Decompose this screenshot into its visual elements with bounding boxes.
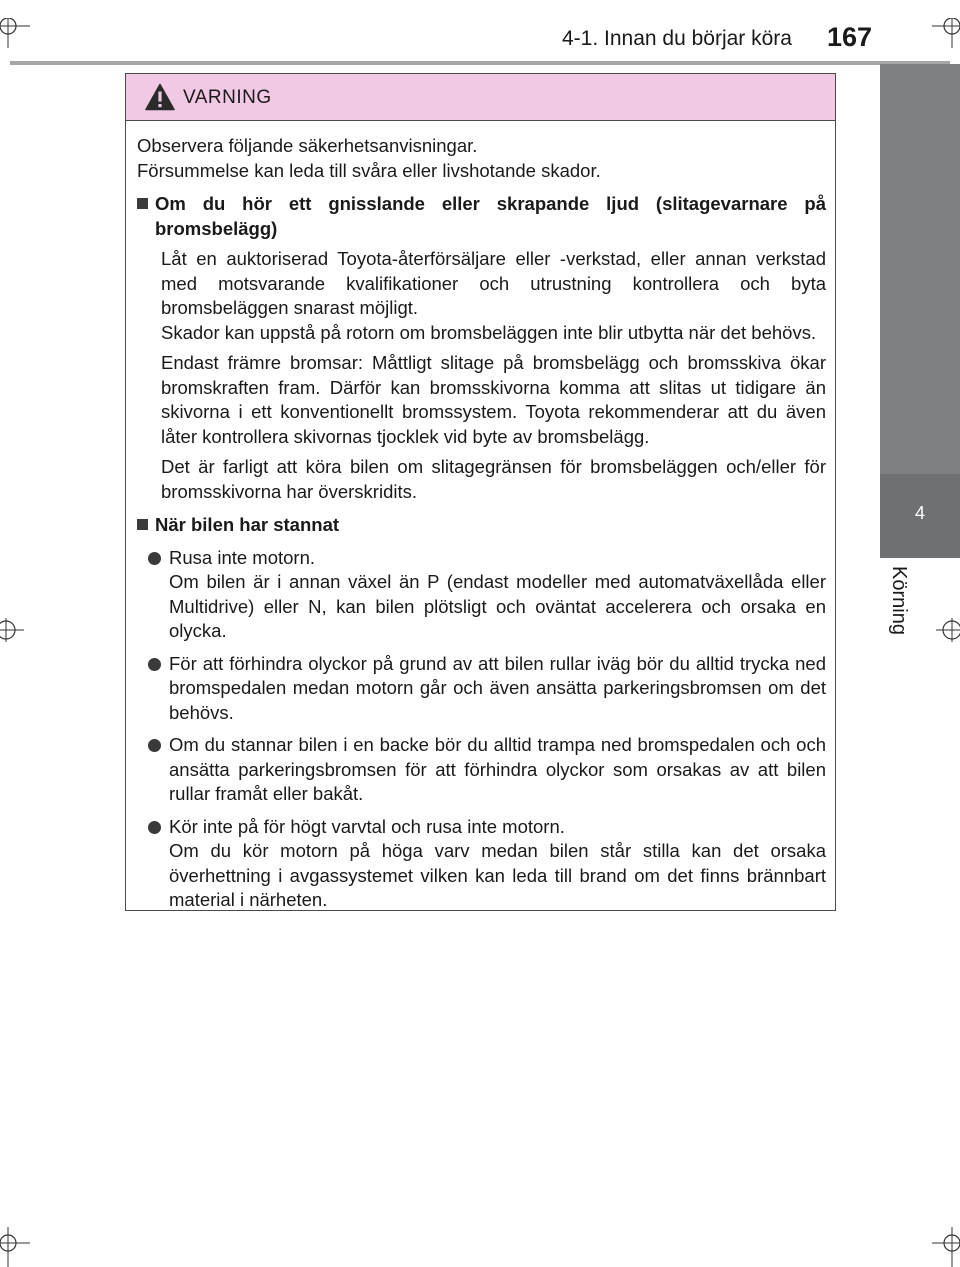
paragraph (161, 455, 826, 504)
page-number: 167 (826, 22, 872, 52)
list-item (148, 733, 826, 807)
square-bullet-icon (137, 192, 155, 203)
list-item (148, 652, 826, 726)
section-heading (137, 513, 826, 538)
crop-mark-bottom-left (0, 1227, 40, 1267)
list-item-text: För att förhindra olyckor på grund av att bilen rullar iväg bör du alltid trycka ned bromspedalen medan motorn går och även ansätta parkeringsbromsen om det behövs. (169, 652, 826, 723)
paragraph-text: Det är farligt att köra bilen om slitagegränsen för bromsbeläggen och/eller för bromsskivorna har överskridits. (161, 456, 826, 502)
paragraph-text: Låt en auktoriserad Toyota-återförsäljare eller -verkstad, eller annan verkstad med motsvarande kvalifikationer och utrustning kontrollera och byta bromsbeläggen snarast möjligt. (161, 248, 826, 318)
section-heading-text: När bilen har stannat (155, 514, 340, 535)
header-divider (10, 61, 950, 65)
warning-body (126, 121, 835, 913)
intro-line: Försummelse kan leda till svåra eller livshotande skador. (137, 159, 601, 181)
chapter-label: Körning (888, 566, 910, 635)
circle-bullet-icon (148, 815, 169, 839)
paragraph (161, 247, 826, 345)
crop-mark-bottom-right (932, 1227, 960, 1267)
warning-header (126, 74, 835, 121)
circle-bullet-icon (148, 546, 169, 570)
crop-mark-mid-right (930, 615, 960, 645)
intro-line: Observera följande säkerhetsanvisningar. (137, 135, 478, 156)
paragraph-text: Skador kan uppstå på rotorn om bromsbeläggen inte blir utbytta när det behövs. (161, 321, 817, 343)
list-item-text: Om du stannar bilen i en backe bör du alltid trampa ned bromspedalen och och ansätta parkeringsbromsen för att förhindra olyckor som orsakas av att bilen rullar framåt eller bakåt. (169, 734, 826, 804)
warning-box (125, 73, 836, 911)
list-item-text: Kör inte på för högt varvtal och rusa inte motorn. (169, 815, 565, 837)
crop-mark-top-left (0, 18, 40, 58)
paragraph (161, 351, 826, 449)
chapter-tab-bar (880, 64, 960, 474)
square-bullet-icon (137, 513, 155, 524)
list-item-text: Om bilen är i annan växel än P (endast modeller med automatväxellåda eller Multidrive) eller N, kan bilen plötsligt och oväntat accelerera och orsaka en olycka. (169, 571, 826, 641)
list-item-text: Rusa inte motorn. (169, 546, 316, 568)
crop-mark-mid-left (0, 615, 30, 645)
section-heading-text: Om du hör ett gnisslande eller skrapande ljud (slitagevarnare på bromsbelägg) (155, 193, 826, 239)
list-item (148, 815, 826, 913)
chapter-number: 4 (914, 503, 925, 523)
list-item (148, 546, 826, 644)
crop-mark-top-right (932, 18, 960, 58)
section-heading (137, 192, 826, 241)
list-item-text: Om du kör motorn på höga varv medan bilen står stilla kan det orsaka överhettning i avgassystemet vilken kan leda till brand om det finns brännbart material i närheten. (169, 840, 826, 910)
paragraph-text: Endast främre bromsar: Måttligt slitage på bromsbelägg och bromsskiva ökar bromskraften fram. Därför kan bromsskivorna komma att slitas ut tidigare än skivorna i ett konventionellt bromssystem. Toyota rekommenderar att du även låter kontrollera skivornas tjocklek vid byte av bromsbelägg. (161, 352, 826, 447)
warning-triangle-icon (145, 83, 175, 111)
section-title: 4-1. Innan du börjar köra (562, 27, 792, 50)
chapter-tab[interactable] (880, 474, 960, 558)
warning-title: VARNING (183, 87, 272, 108)
circle-bullet-icon (148, 652, 169, 676)
circle-bullet-icon (148, 733, 169, 757)
